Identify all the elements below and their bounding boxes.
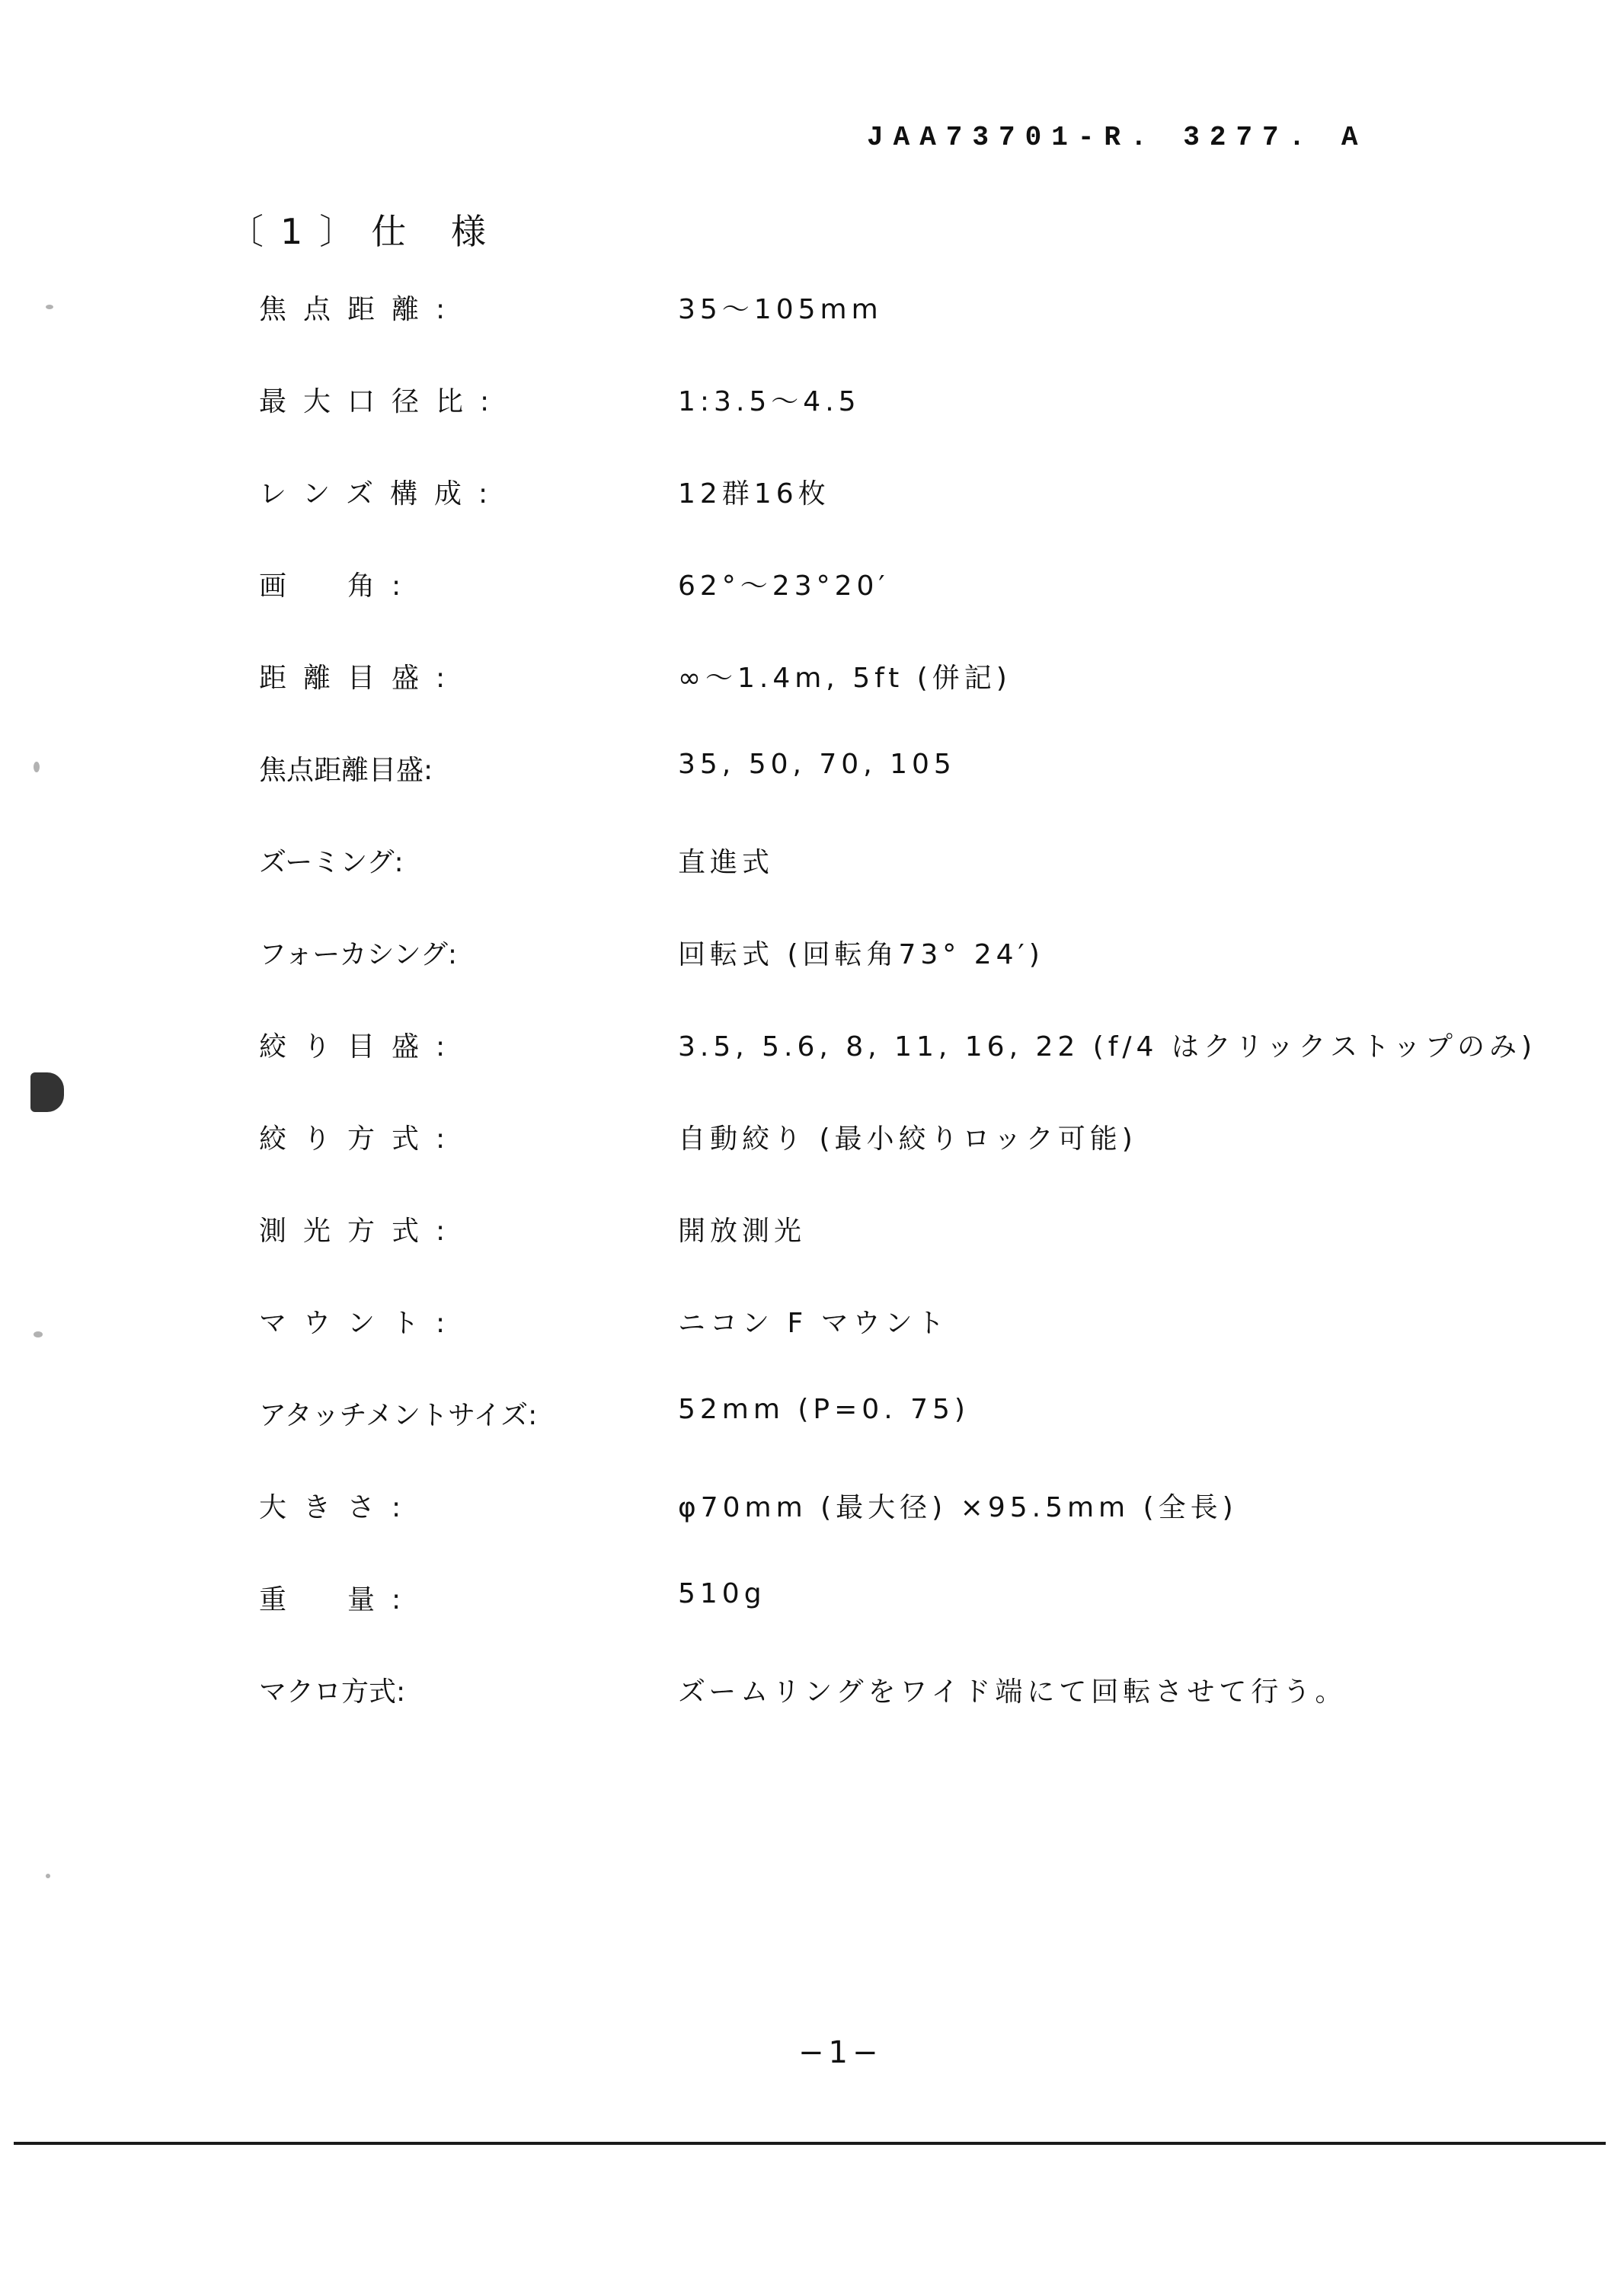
- spec-row-lens-construction: [259, 472, 1569, 564]
- spec-row-aperture-scale: [259, 1025, 1569, 1117]
- spec-label: 画 角:: [259, 570, 418, 602]
- spec-label: 測光方式:: [259, 1216, 462, 1247]
- spec-value: 62°〜23°20′: [678, 570, 890, 602]
- spec-row-weight: [259, 1578, 1569, 1670]
- spec-row-mount: [259, 1302, 1569, 1394]
- spec-label: 焦点距離:: [259, 294, 462, 325]
- spec-label: マウント:: [259, 1308, 462, 1339]
- spec-row-attachment-size: [259, 1394, 1569, 1486]
- spec-value: ニコン F マウント: [678, 1308, 949, 1339]
- spec-label: マクロ方式:: [259, 1676, 406, 1708]
- footer-divider: [14, 2142, 1606, 2145]
- spec-value: 1:3.5〜4.5: [678, 386, 861, 417]
- spec-value: 35, 50, 70, 105: [678, 749, 956, 780]
- document-code: JAA73701-R. 3277. A: [867, 122, 1368, 153]
- spec-value: 12群16枚: [678, 478, 830, 510]
- spec-label: アタッチメントサイズ:: [259, 1400, 538, 1431]
- spec-value: 52mm (P=0. 75): [678, 1394, 970, 1425]
- spec-value: φ70mm (最大径) ×95.5mm (全長): [678, 1492, 1238, 1523]
- spec-label: 絞り目盛:: [259, 1031, 462, 1063]
- scan-speck: [34, 762, 40, 772]
- scan-speck: [34, 1331, 43, 1337]
- spec-value: 510g: [678, 1578, 766, 1609]
- spec-row-angle-of-view: [259, 564, 1569, 657]
- spec-row-dimensions: [259, 1486, 1569, 1578]
- scan-speck: [46, 305, 53, 309]
- spec-value: 3.5, 5.6, 8, 11, 16, 22 (f/4 はクリックストップのみ): [678, 1031, 1537, 1063]
- spec-label: フォーカシング:: [259, 939, 457, 970]
- spec-value: 直進式: [678, 847, 775, 878]
- spec-row-distance-scale: [259, 657, 1569, 749]
- spec-label: 重 量:: [259, 1584, 418, 1615]
- page-number: −1−: [798, 2035, 883, 2070]
- spec-row-aperture-method: [259, 1117, 1569, 1210]
- spec-value: 回転式 (回転角73° 24′): [678, 939, 1044, 970]
- spec-label: 大きさ:: [259, 1492, 418, 1523]
- spec-row-focal-length-scale: [259, 749, 1569, 841]
- spec-value: 開放測光: [678, 1216, 807, 1247]
- section-title: 〔1〕仕 様: [229, 211, 503, 252]
- spec-value: ∞〜1.4m, 5ft (併記): [678, 663, 1012, 694]
- spec-label: 距離目盛:: [259, 663, 462, 694]
- scan-speck: [46, 1874, 50, 1878]
- spec-row-max-aperture: [259, 380, 1569, 472]
- spec-row-zooming: [259, 841, 1569, 933]
- punch-hole-mark: [30, 1072, 64, 1112]
- spec-value: ズームリングをワイド端にて回転させて行う。: [678, 1676, 1347, 1708]
- spec-label: レンズ構成:: [259, 478, 505, 510]
- spec-label: 最大口径比:: [259, 386, 507, 417]
- spec-value: 35〜105mm: [678, 294, 883, 325]
- spec-row-metering-method: [259, 1210, 1569, 1302]
- spec-row-focusing: [259, 933, 1569, 1025]
- spec-value: 自動絞り (最小絞りロック可能): [678, 1123, 1137, 1155]
- spec-label: 絞り方式:: [259, 1123, 462, 1155]
- spec-row-focal-length: [259, 288, 1569, 380]
- spec-label: ズーミング:: [259, 847, 404, 878]
- spec-row-macro-method: [259, 1670, 1569, 1762]
- spec-table: [259, 288, 1569, 1762]
- spec-label: 焦点距離目盛:: [259, 755, 433, 786]
